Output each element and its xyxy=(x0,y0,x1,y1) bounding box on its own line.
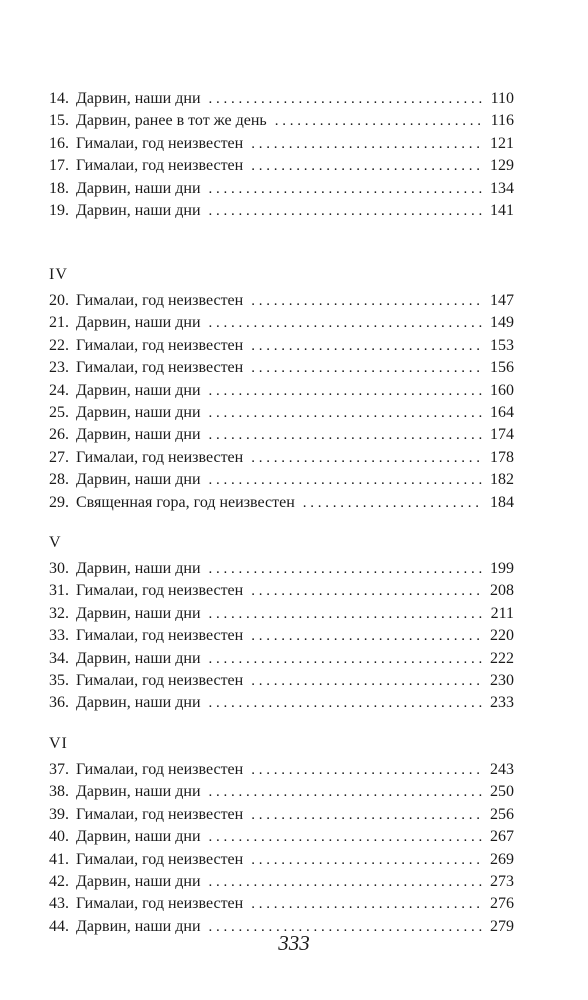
dot-leader xyxy=(209,558,482,580)
chapter-title: Гималаи, год неизвестен xyxy=(76,805,244,823)
dot-leader xyxy=(251,357,482,379)
toc-entry xyxy=(49,759,514,781)
chapter-page-number: 208 xyxy=(490,582,514,600)
chapter-title: Дарвин, наши дни xyxy=(76,471,201,489)
dot-leader xyxy=(303,492,482,514)
chapter-number: 16. xyxy=(49,134,69,152)
chapter-number: 27. xyxy=(49,448,69,466)
toc-entry xyxy=(49,312,514,334)
chapter-page-number: 156 xyxy=(490,359,514,377)
toc-entry xyxy=(49,670,514,692)
chapter-title: Дарвин, наши дни xyxy=(76,560,201,577)
chapter-number: 30. xyxy=(49,560,69,577)
chapter-title: Гималаи, год неизвестен xyxy=(76,761,244,778)
chapter-page-number: 141 xyxy=(490,202,514,219)
toc-entry xyxy=(49,380,514,402)
toc-entry xyxy=(49,648,514,670)
chapter-page-number: 279 xyxy=(490,917,514,935)
chapter-title: Гималаи, год неизвестен xyxy=(76,359,244,377)
dot-leader xyxy=(251,625,482,647)
chapter-page-number: 182 xyxy=(490,471,514,489)
chapter-title: Гималаи, год неизвестен xyxy=(76,448,244,466)
toc-entry xyxy=(49,692,514,714)
chapter-title: Дарвин, наши дни xyxy=(76,828,201,846)
chapter-number: 43. xyxy=(49,895,69,913)
chapter-title: Гималаи, год неизвестен xyxy=(76,292,244,309)
dot-leader xyxy=(251,849,482,871)
chapter-number: 36. xyxy=(49,694,69,712)
chapter-title: Гималаи, год неизвестен xyxy=(76,895,244,913)
toc-entry xyxy=(49,357,514,379)
chapter-page-number: 121 xyxy=(490,134,514,152)
chapter-number: 41. xyxy=(49,850,69,868)
dot-leader xyxy=(209,603,482,625)
chapter-title: Гималаи, год неизвестен xyxy=(76,850,244,868)
chapter-title: Гималаи, год неизвестен xyxy=(76,336,244,354)
chapter-title: Дарвин, наши дни xyxy=(76,694,201,712)
chapter-page-number: 134 xyxy=(490,179,514,197)
chapter-page-number: 116 xyxy=(490,112,514,130)
toc-entry xyxy=(49,804,514,826)
dot-leader xyxy=(209,380,482,402)
page-number: 333 xyxy=(278,931,310,955)
chapter-number: 35. xyxy=(49,672,69,689)
chapter-number: 26. xyxy=(49,426,69,444)
chapter-number: 28. xyxy=(49,471,69,489)
dot-leader xyxy=(209,402,482,424)
chapter-page-number: 174 xyxy=(490,426,514,444)
chapter-number: 34. xyxy=(49,649,69,667)
dot-leader xyxy=(209,200,482,222)
chapter-page-number: 129 xyxy=(490,157,514,175)
toc-entry xyxy=(49,88,514,110)
chapter-page-number: 220 xyxy=(490,627,514,645)
chapter-title: Дарвин, наши дни xyxy=(76,917,201,935)
chapter-title: Дарвин, наши дни xyxy=(76,426,201,444)
chapter-page-number: 256 xyxy=(490,805,514,823)
chapter-title: Гималаи, год неизвестен xyxy=(76,134,244,152)
chapter-page-number: 267 xyxy=(490,828,514,846)
toc-entry xyxy=(49,155,514,177)
chapter-number: 25. xyxy=(49,404,69,421)
chapter-page-number: 164 xyxy=(490,404,514,421)
chapter-page-number: 250 xyxy=(490,783,514,801)
section-heading: V xyxy=(49,534,62,551)
chapter-number: 44. xyxy=(49,917,69,935)
dot-leader xyxy=(251,290,482,312)
chapter-page-number: 178 xyxy=(490,448,514,466)
dot-leader xyxy=(209,88,482,110)
chapter-number: 20. xyxy=(49,292,69,309)
toc-entry xyxy=(49,178,514,200)
dot-leader xyxy=(251,447,482,469)
chapter-title: Гималаи, год неизвестен xyxy=(76,157,244,175)
chapter-title: Священная гора, год неизвестен xyxy=(76,493,295,511)
chapter-page-number: 222 xyxy=(490,649,514,667)
toc-entry xyxy=(49,133,514,155)
chapter-page-number: 243 xyxy=(490,761,514,778)
chapter-number: 40. xyxy=(49,828,69,846)
dot-leader xyxy=(251,133,482,155)
chapter-page-number: 233 xyxy=(490,694,514,712)
chapter-number: 32. xyxy=(49,604,69,622)
chapter-page-number: 230 xyxy=(490,672,514,689)
section-heading: VI xyxy=(49,735,68,752)
toc-entry xyxy=(49,469,514,491)
toc-entry xyxy=(49,110,514,132)
dot-leader xyxy=(209,469,482,491)
toc-entry xyxy=(49,603,514,625)
chapter-title: Гималаи, год неизвестен xyxy=(76,672,244,689)
chapter-page-number: 153 xyxy=(490,336,514,354)
dot-leader xyxy=(209,648,482,670)
chapter-page-number: 147 xyxy=(490,292,514,309)
chapter-number: 29. xyxy=(49,493,69,511)
chapter-number: 38. xyxy=(49,783,69,801)
chapter-page-number: 149 xyxy=(490,314,514,332)
dot-leader xyxy=(251,893,482,915)
chapter-page-number: 199 xyxy=(490,560,514,577)
dot-leader xyxy=(209,871,482,893)
dot-leader xyxy=(251,335,482,357)
chapter-title: Дарвин, ранее в тот же день xyxy=(76,112,267,130)
dot-leader xyxy=(251,580,482,602)
toc-entry xyxy=(49,424,514,446)
toc-entry xyxy=(49,781,514,803)
chapter-number: 42. xyxy=(49,873,69,890)
chapter-title: Дарвин, наши дни xyxy=(76,381,201,399)
chapter-page-number: 110 xyxy=(490,90,514,107)
dot-leader xyxy=(209,826,482,848)
chapter-number: 18. xyxy=(49,179,69,197)
chapter-title: Дарвин, наши дни xyxy=(76,404,201,421)
section-heading: IV xyxy=(49,266,68,283)
chapter-number: 31. xyxy=(49,582,69,600)
chapter-title: Дарвин, наши дни xyxy=(76,783,201,801)
chapter-title: Гималаи, год неизвестен xyxy=(76,627,244,645)
toc-entry xyxy=(49,871,514,893)
chapter-title: Дарвин, наши дни xyxy=(76,649,201,667)
chapter-title: Дарвин, наши дни xyxy=(76,179,201,197)
chapter-number: 21. xyxy=(49,314,69,332)
chapter-number: 19. xyxy=(49,202,69,219)
dot-leader xyxy=(275,110,482,132)
dot-leader xyxy=(251,804,482,826)
toc-entry xyxy=(49,402,514,424)
dot-leader xyxy=(251,155,482,177)
dot-leader xyxy=(251,670,482,692)
chapter-number: 23. xyxy=(49,359,69,377)
chapter-number: 39. xyxy=(49,805,69,823)
chapter-page-number: 269 xyxy=(490,850,514,868)
toc-entry xyxy=(49,826,514,848)
toc-entry xyxy=(49,849,514,871)
chapter-title: Дарвин, наши дни xyxy=(76,90,201,107)
chapter-page-number: 184 xyxy=(490,493,514,511)
toc-entry xyxy=(49,893,514,915)
toc-entry xyxy=(49,625,514,647)
chapter-number: 17. xyxy=(49,157,69,175)
chapter-page-number: 211 xyxy=(490,604,514,622)
toc-entry xyxy=(49,558,514,580)
chapter-title: Дарвин, наши дни xyxy=(76,202,201,219)
chapter-number: 37. xyxy=(49,761,69,778)
toc-entry xyxy=(49,492,514,514)
dot-leader xyxy=(209,424,482,446)
chapter-title: Дарвин, наши дни xyxy=(76,873,201,890)
toc-entry xyxy=(49,200,514,222)
dot-leader xyxy=(209,781,482,803)
chapter-number: 15. xyxy=(49,112,69,130)
chapter-page-number: 160 xyxy=(490,381,514,399)
toc-entry xyxy=(49,447,514,469)
dot-leader xyxy=(251,759,482,781)
chapter-page-number: 273 xyxy=(490,873,514,890)
chapter-title: Дарвин, наши дни xyxy=(76,604,201,622)
dot-leader xyxy=(209,312,482,334)
dot-leader xyxy=(209,692,482,714)
toc-entry xyxy=(49,580,514,602)
toc-entry xyxy=(49,335,514,357)
chapter-title: Дарвин, наши дни xyxy=(76,314,201,332)
chapter-number: 24. xyxy=(49,381,69,399)
chapter-number: 14. xyxy=(49,90,69,107)
chapter-page-number: 276 xyxy=(490,895,514,913)
chapter-number: 22. xyxy=(49,336,69,354)
toc-entry xyxy=(49,290,514,312)
chapter-title: Гималаи, год неизвестен xyxy=(76,582,244,600)
chapter-number: 33. xyxy=(49,627,69,645)
dot-leader xyxy=(209,178,482,200)
